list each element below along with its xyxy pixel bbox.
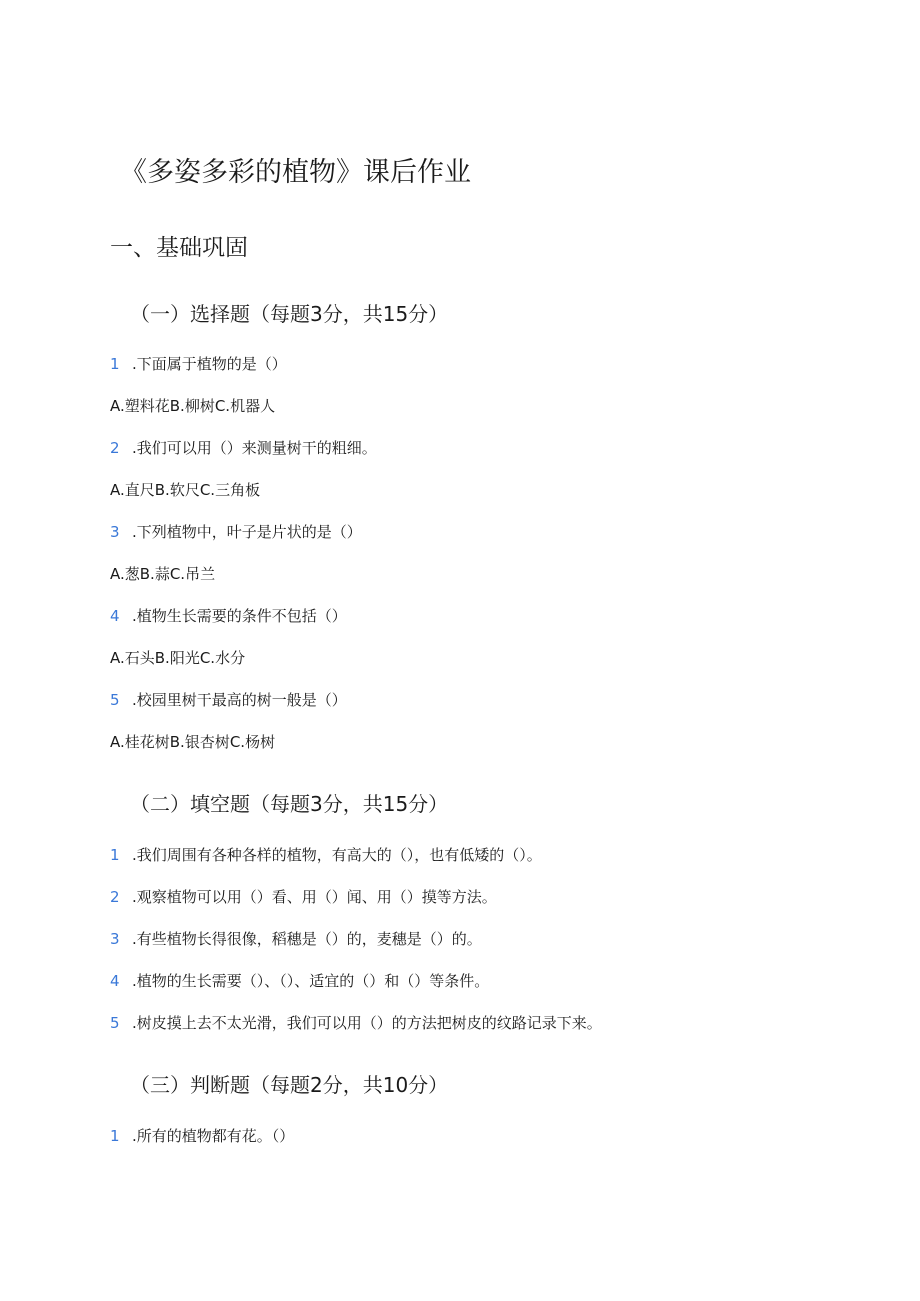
question-text: .下列植物中，叶子是片状的是（） (132, 523, 362, 541)
question-item (110, 438, 377, 458)
question-number: 3 (110, 523, 120, 541)
question-item (110, 1013, 602, 1033)
question-text: .我们可以用（）来测量树干的粗细。 (132, 439, 377, 457)
question-number: 5 (110, 691, 120, 709)
part-heading-fill-blank: （二）填空题（每题3分，共15分） (130, 792, 449, 816)
question-item (110, 887, 497, 907)
question-text: .植物生长需要的条件不包括（） (132, 607, 347, 625)
question-options: A.石头B.阳光C.水分 (110, 649, 246, 667)
question-item (110, 690, 347, 710)
question-number: 1 (110, 355, 120, 373)
question-text: .观察植物可以用（）看、用（）闻、用（）摸等方法。 (132, 888, 497, 906)
section-heading-basics: 一、基础巩固 (110, 235, 248, 261)
question-text: .植物的生长需要（）、（）、适宜的（）和（）等条件。 (132, 972, 490, 990)
question-item (110, 971, 489, 991)
question-text: .所有的植物都有花。（） (132, 1127, 295, 1145)
question-item (110, 1126, 294, 1146)
question-options: A.桂花树B.银杏树C.杨树 (110, 733, 276, 751)
part-heading-true-false: （三）判断题（每题2分，共10分） (130, 1073, 449, 1097)
question-number: 4 (110, 607, 120, 625)
question-item (110, 522, 362, 542)
question-number: 1 (110, 1127, 120, 1145)
question-number: 1 (110, 846, 120, 864)
question-options: A.塑料花B.柳树C.机器人 (110, 397, 276, 415)
question-number: 2 (110, 439, 120, 457)
question-item (110, 845, 542, 865)
document-title: 《多姿多彩的植物》课后作业 (120, 157, 471, 188)
question-text: .校园里树干最高的树一般是（） (132, 691, 347, 709)
question-options: A.葱B.蒜C.吊兰 (110, 565, 216, 583)
question-options: A.直尺B.软尺C.三角板 (110, 481, 261, 499)
question-text: .我们周围有各种各样的植物，有高大的（），也有低矮的（）。 (132, 846, 542, 864)
question-number: 2 (110, 888, 120, 906)
question-item (110, 354, 287, 374)
question-text: .下面属于植物的是（） (132, 355, 287, 373)
question-number: 3 (110, 930, 120, 948)
part-heading-choice: （一）选择题（每题3分，共15分） (130, 302, 449, 326)
question-text: .有些植物长得很像，稻穗是（）的，麦穗是（）的。 (132, 930, 482, 948)
question-item (110, 929, 482, 949)
question-number: 5 (110, 1014, 120, 1032)
question-item (110, 606, 347, 626)
question-number: 4 (110, 972, 120, 990)
question-text: .树皮摸上去不太光滑，我们可以用（）的方法把树皮的纹路记录下来。 (132, 1014, 602, 1032)
